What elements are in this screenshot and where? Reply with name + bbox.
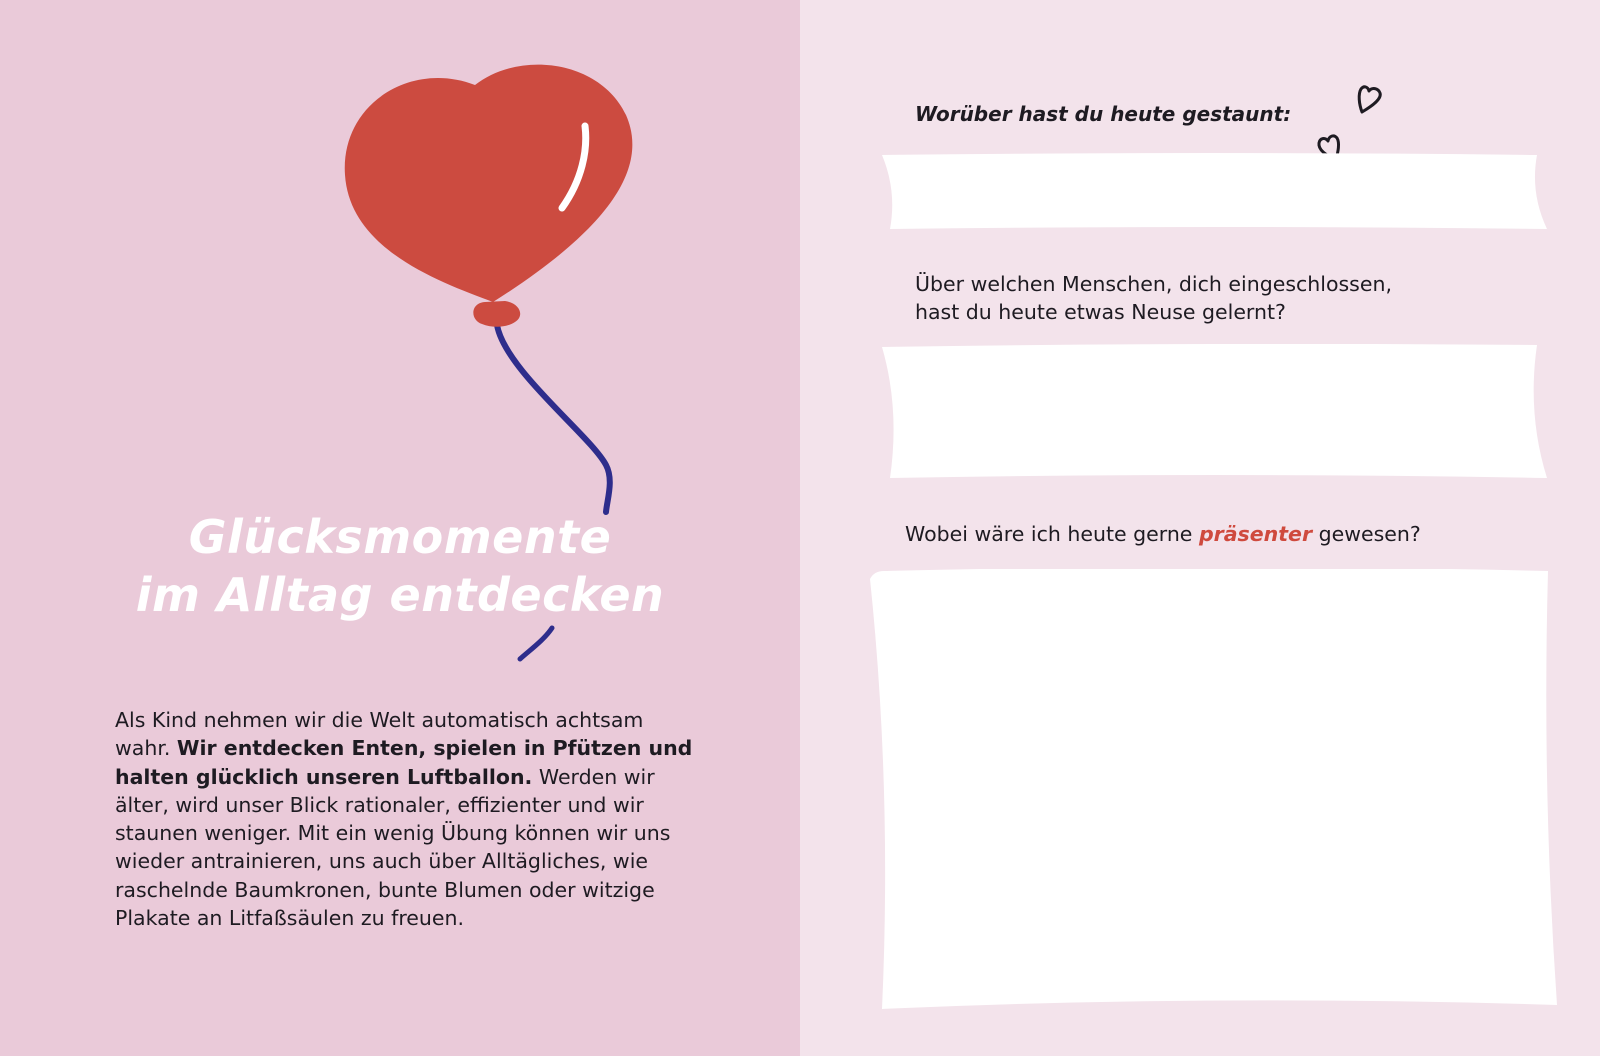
question-3-text-1: Wobei wäre ich heute gerne bbox=[905, 522, 1199, 546]
page-title bbox=[90, 508, 710, 624]
answer-field-1[interactable] bbox=[882, 153, 1547, 231]
question-3-emphasis: präsenter bbox=[1198, 522, 1313, 546]
title-line-1: Glücksmomente bbox=[188, 510, 612, 564]
balloon-body bbox=[345, 65, 633, 302]
question-1-label: Worüber hast du heute gestaunt: bbox=[915, 102, 1292, 126]
intro-text-bold: Wir entdecken Enten, spielen in Pfützen und halten glücklich unseren Luftballon. bbox=[115, 736, 693, 789]
question-2-label bbox=[915, 270, 1475, 326]
intro-text-1: Als Kind nehmen wir die Welt automatisch achtsam wahr. bbox=[115, 708, 644, 761]
intro-paragraph bbox=[115, 706, 695, 932]
question-2-line-2: hast du heute etwas Neuse gelernt? bbox=[915, 300, 1286, 324]
balloon-string bbox=[497, 325, 610, 512]
balloon-string-tail bbox=[520, 628, 552, 659]
heart-outline-icon bbox=[1356, 84, 1386, 116]
answer-field-2[interactable] bbox=[882, 344, 1547, 479]
intro-text-2: Werden wir älter, wird unser Blick rationaler, effizienter und wir staunen weniger. Mit ein wenig Übung können wir uns wieder antrainieren, uns auch über Alltägliches, wie raschelnde Baumkronen, bunte Blumen oder witzige Plakate an Litfaßsäulen zu freuen. bbox=[115, 764, 671, 931]
question-3-text-2: gewesen? bbox=[1312, 522, 1421, 546]
question-3-label bbox=[905, 522, 1421, 546]
balloon-knot bbox=[473, 301, 520, 327]
answer-field-3[interactable] bbox=[870, 569, 1557, 1009]
title-line-2: im Alltag entdecken bbox=[135, 568, 665, 622]
question-2-line-1: Über welchen Menschen, dich eingeschlossen, bbox=[915, 272, 1392, 296]
